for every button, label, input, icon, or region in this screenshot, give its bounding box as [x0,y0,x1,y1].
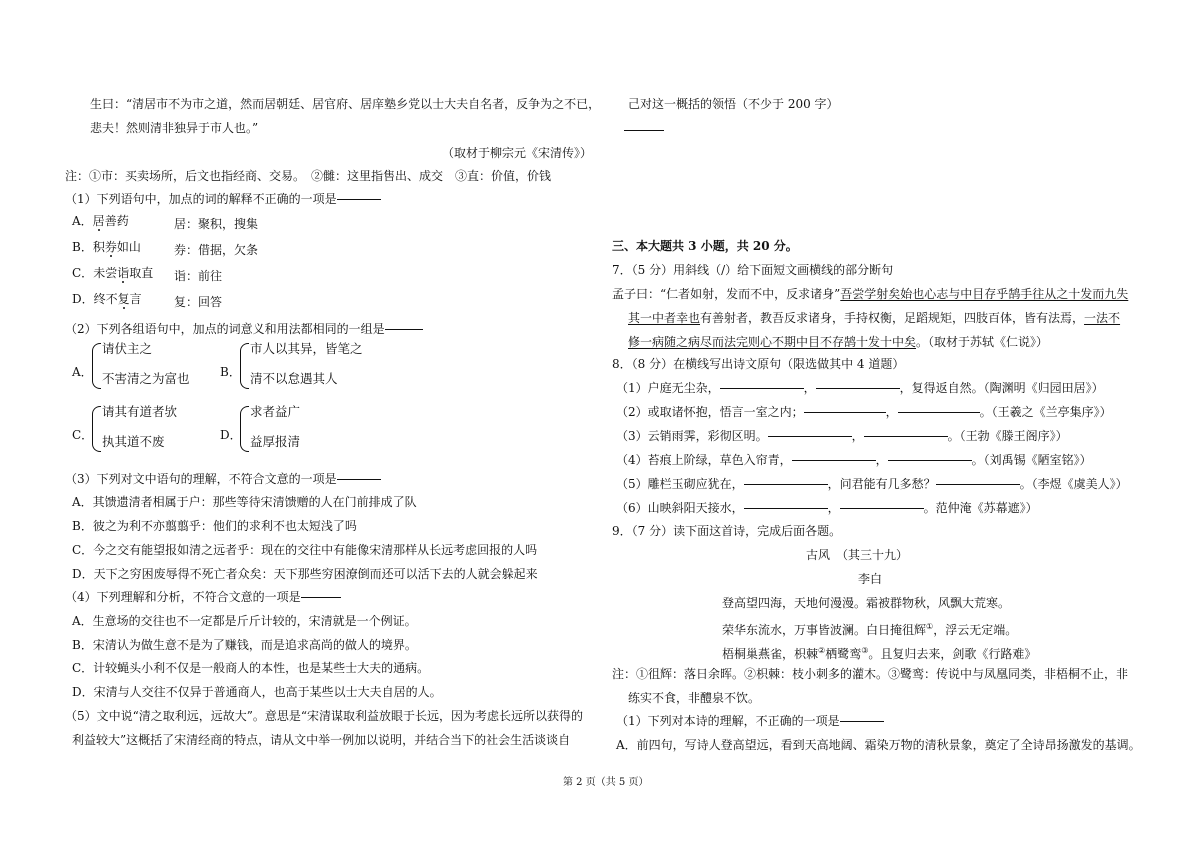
q1-gloss-b: 券：借据，欠条 [174,243,259,257]
q1-gloss-c: 诣：前往 [174,269,223,283]
q8-item-3: （3）云销雨霁，彩彻区明。 ， 。（王勃《滕王阁序》） [616,429,1068,443]
question-2-stem: （2）下列各组语句中，加点的词意义和用法都相同的一组是 [65,321,423,337]
question-5-line2: 利益较大”这概括了宋清经商的特点，请从文中举一例加以说明，并结合当下的社会生活谈谈自 [72,733,571,747]
passage-line: 悲夫！然则清非独异于市人也。” [90,121,259,135]
q2-a-line2: 不害清之为富也 [102,371,190,386]
section-heading: 三、本大题共 3 小题，共 20 分。 [612,239,798,253]
q4-option-d[interactable]: D．宋清与人交往不仅异于普通商人，也高于某些以士大夫自居的人。 [72,685,442,699]
poem-author: 李白 [858,572,883,586]
q2-option-a-letter[interactable]: A． [72,365,93,379]
question-7-stem: 7．（5 分）用斜线（/）给下面短文画横线的部分断句 [612,263,894,277]
q4-option-c[interactable]: C．计较蝇头小利不仅是一般商人的本性，也是某些士大夫的通病。 [72,661,430,675]
q1-option-d[interactable]: D．终不复言 [72,292,142,306]
q7-passage-line1: 孟子曰：“仁者如射，发而不中，反求诸身”吾尝学射矣始也心志与中目存乎鹄手往从之十发而九失 [612,287,1129,301]
q4-option-a[interactable]: A．生意场的交往也不一定都是斤斤计较的，宋清就是一个例证。 [72,614,417,628]
q7-passage-line2: 其一中者幸也有善射者，教吾反求诸身，手持权衡，足蹈规矩，四肢百体，皆有法焉，一法不 [628,311,1121,325]
brace-icon [92,406,101,452]
poem-notes: 注：①徂辉：落日余晖。②枳棘：枝小刺多的灌木。③鹭鸾：传说中与凤凰同类，非梧桐不止，非 [612,667,1129,681]
q8-item-4: （4）苔痕上阶绿，草色入帘青， ， 。（刘禹锡《陋室铭》） [616,453,1092,467]
brace-icon [240,406,249,452]
q2-d-line2: 益厚报清 [250,434,301,449]
q1-option-b[interactable]: B．积券如山 [72,240,141,254]
q1-gloss-a: 居：聚积，搜集 [174,217,259,231]
question-5-line3: 己对这一概括的领悟（不少于 200 字） [628,97,839,111]
question-9-stem: 9．（7 分）读下面这首诗，完成后面各题。 [612,524,842,538]
q8-item-5: （5）雕栏玉砌应犹在， ，问君能有几多愁？ 。（李煜《虞美人》） [616,477,1128,491]
passage-line: 生曰：“清居市不为市之道，然而居朝廷、居官府、居庠塾乡党以士大夫自名者，反争为之不已， [90,97,601,111]
question-5-line1: （5）文中说“清之取利远，远故大”。意思是“宋清谋取利益放眼于长远，因为考虑长远所以获得的 [65,709,584,723]
q9-1-option-a[interactable]: A．前四句，写诗人登高望远，看到天高地阔、霜染万物的清秋景象，奠定了全诗昂扬激发的基调。 [616,738,1141,752]
brace-icon [92,343,101,389]
q2-option-b-letter[interactable]: B． [220,365,241,379]
q8-item-6: （6）山映斜阳天接水， ， 。范仲淹《苏幕遮》） [616,501,1038,515]
q2-b-line1: 市人以其异，皆笔之 [250,341,363,356]
poem-title: 古风 （其三十九） [806,548,909,562]
poem-line: 登高望四海，天地何漫漫。霜被群物秋，风飘大荒寒。 [722,596,1011,610]
q2-option-c-letter[interactable]: C． [72,428,94,442]
question-3-stem: （3）下列对文中语句的理解，不符合文意的一项是 [65,471,381,487]
q2-option-d-letter[interactable]: D． [220,428,242,442]
q2-b-line2: 清不以怠遇其人 [250,371,338,386]
poem-notes: 练实不食，非醴泉不饮。 [628,691,761,705]
q2-c-line2: 执其道不废 [102,434,165,449]
poem-line: 荣华东流水，万事皆波澜。白日掩徂辉①，浮云无定端。 [722,622,1018,637]
q8-item-2: （2）或取诸怀抱，悟言一室之内； ， 。（王羲之《兰亭集序》） [616,405,1112,419]
q1-option-c[interactable]: C．未尝诣取直 [72,266,154,280]
q1-option-a[interactable]: A．居善药 [72,214,129,228]
q3-option-c[interactable]: C．今之交有能望报如清之远者乎：现在的交往中有能像宋清那样从长远考虑回报的人吗 [72,543,538,557]
question-8-stem: 8．（8 分）在横线写出诗文原句（限选做其中 4 道题） [612,357,905,371]
question-1-stem: （1）下列语句中，加点的词的解释不正确的一项是 [65,191,381,207]
q8-item-1: （1）户庭无尘杂， ， ，复得返自然。（陶渊明《归园田居》） [616,381,1104,395]
page-footer: 第 2 页（共 5 页） [563,777,649,788]
brace-icon [240,343,249,389]
q4-option-b[interactable]: B．宋清认为做生意不是为了赚钱，而是追求高尚的做人的境界。 [72,638,417,652]
q2-a-line1: 请伏主之 [102,341,153,356]
q1-gloss-d: 复：回答 [174,295,223,309]
q3-option-a[interactable]: A．其馈遗清者相属于户：那些等待宋清馈赠的人在门前排成了队 [72,495,417,509]
q7-passage-line3: 修一病随之病尽而法完则心不期中目不存鹄十发十中矣。（取材于苏轼《仁说》） [628,335,1049,349]
q2-d-line1: 求者益广 [250,404,301,419]
passage-notes: 注：①市：买卖场所，后文也指经商、交易。 ②雠：这里指售出、成交 ③直：价值，价钱 [65,169,552,183]
answer-blank[interactable] [624,130,664,131]
poem-line: 梧桐巢燕雀，枳棘②栖鹭鸾③。且复归去来，剑歌《行路难》 [722,646,1037,661]
question-4-stem: （4）下列理解和分析，不符合文意的一项是 [65,589,341,605]
q3-option-b[interactable]: B．彼之为利不亦翦翦乎：他们的求利不也太短浅了吗 [72,519,357,533]
passage-source: （取材于柳宗元《宋清传》） [442,146,593,160]
question-9-1-stem: （1）下列对本诗的理解，不正确的一项是 [616,713,884,729]
q2-c-line1: 请其有道者欤 [102,404,178,419]
q3-option-d[interactable]: D．天下之穷困废辱得不死亡者众矣：天下那些穷困潦倒而还可以活下去的人就会躲起来 [72,567,538,581]
